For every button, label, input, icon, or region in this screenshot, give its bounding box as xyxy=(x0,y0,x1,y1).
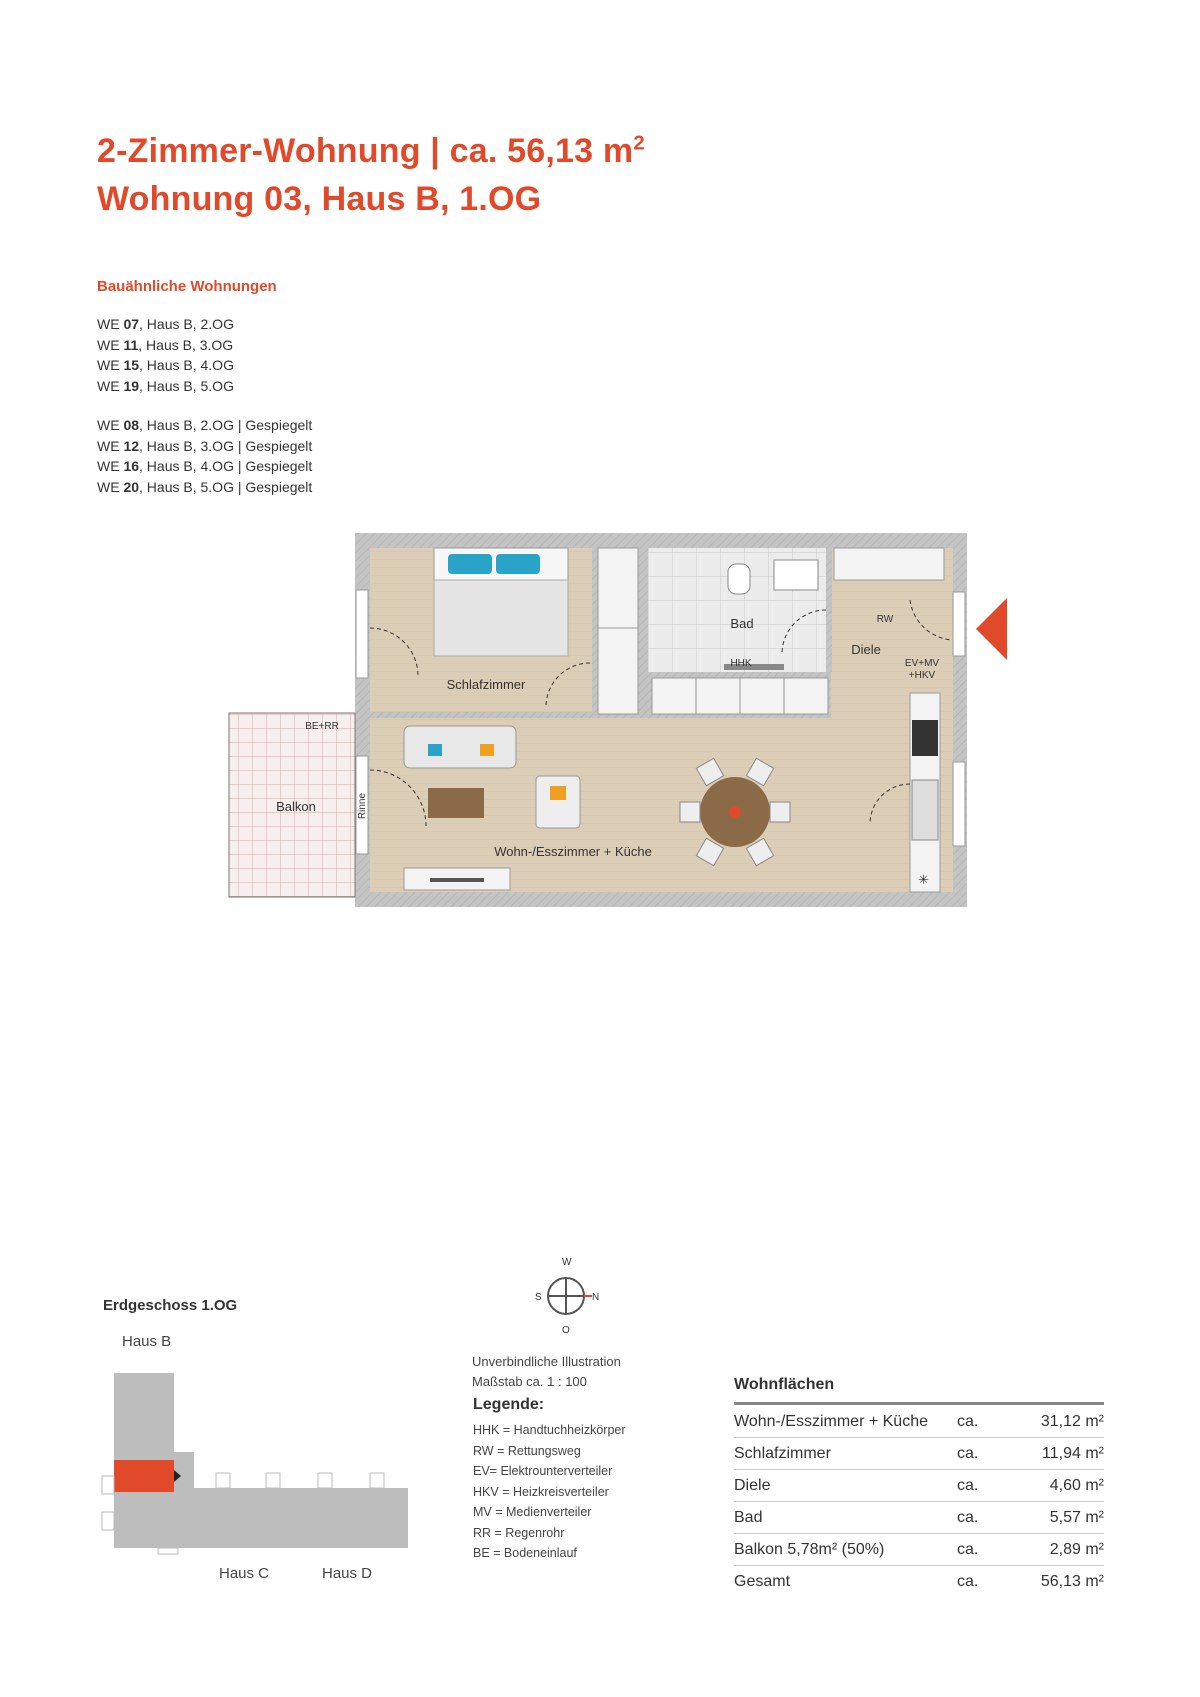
svg-text:O: O xyxy=(562,1325,570,1336)
room-label-schlafzimmer: Schlafzimmer xyxy=(446,677,526,692)
legend-item: RR = Regenrohr xyxy=(473,1525,565,1540)
snowflake-icon: ✳ xyxy=(918,872,929,887)
legend-heading: Legende: xyxy=(473,1396,545,1413)
list-item: WE 11, Haus B, 3.OG xyxy=(97,336,234,353)
legend-item: MV = Medienverteiler xyxy=(473,1505,592,1519)
room-label-wohn: Wohn-/Esszimmer + Küche xyxy=(494,844,652,859)
areas-rule xyxy=(734,1402,1104,1405)
label-hkv: +HKV xyxy=(908,670,936,681)
legend-list xyxy=(473,1420,626,1564)
site-label-haus-c: Haus C xyxy=(219,1565,270,1582)
list-item: WE 19, Haus B, 5.OG xyxy=(97,377,234,394)
room-label-bad: Bad xyxy=(730,616,754,631)
areas-heading: Wohnflächen xyxy=(734,1376,835,1393)
room-label-balkon: Balkon xyxy=(276,799,316,814)
table-row: Schlafzimmer ca. 11,94 m² xyxy=(734,1438,1104,1470)
areas-table xyxy=(734,1406,1104,1597)
table-row: Wohn-/Esszimmer + Küche ca. 31,12 m² xyxy=(734,1406,1104,1438)
page-title: 2-Zimmer-Wohnung | ca. 56,13 $m^2$ xyxy=(97,132,645,170)
list-item: WE 20, Haus B, 5.OG | Gespiegelt xyxy=(97,478,313,495)
table-row: Balkon 5,78m² (50%) ca. 2,89 m² xyxy=(734,1534,1104,1566)
label-rinne: Rinne xyxy=(357,792,368,820)
list-item: WE 08, Haus B, 2.OG | Gespiegelt xyxy=(97,417,313,433)
page-subtitle: Wohnung 03, Haus B, 1.OG xyxy=(97,180,542,218)
entrance-arrow-icon xyxy=(976,598,1007,660)
list-item: WE 16, Haus B, 4.OG | Gespiegelt xyxy=(97,458,313,474)
svg-text:W: W xyxy=(562,1257,572,1268)
table-row: Bad ca. 5,57 m² xyxy=(734,1502,1104,1534)
compass-icon xyxy=(535,1257,599,1336)
site-label-haus-b: Haus B xyxy=(122,1333,172,1350)
table-row-total: Gesamt ca. 56,13 m² xyxy=(734,1573,1104,1590)
table-row: Diele ca. 4,60 m² xyxy=(734,1470,1104,1502)
legend-item: HKV = Heizkreisverteiler xyxy=(473,1484,609,1499)
label-be-rr: BE+RR xyxy=(305,721,339,732)
interior-wall xyxy=(370,712,592,718)
list-item: WE 07, Haus B, 2.OG xyxy=(97,316,234,332)
svg-text:N: N xyxy=(592,1292,600,1303)
label-hhk: HHK xyxy=(730,658,752,669)
list-item: WE 12, Haus B, 3.OG | Gespiegelt xyxy=(97,437,313,454)
site-unit-highlight xyxy=(114,1460,174,1492)
label-ev-mv: EV+MV xyxy=(904,658,940,669)
interior-wall xyxy=(826,548,832,672)
list-item: WE 15, Haus B, 4.OG xyxy=(97,357,234,373)
legend-item: EV= Elektrounterverteiler xyxy=(473,1464,613,1478)
similar-units-heading: Bauähnliche Wohnungen xyxy=(97,278,277,295)
label-rw: RW xyxy=(876,614,894,625)
svg-text:S: S xyxy=(535,1292,542,1303)
site-plan-heading: Erdgeschoss 1.OG xyxy=(103,1297,238,1314)
legend-item: HHK = Handtuchheizkörper xyxy=(473,1423,626,1437)
illustration-note: Unverbindliche Illustration xyxy=(472,1354,621,1369)
scale-note: Maßstab ca. 1 : 100 xyxy=(472,1374,587,1389)
legend-item: RW = Rettungsweg xyxy=(473,1443,581,1458)
legend-item: BE = Bodeneinlauf xyxy=(473,1546,577,1560)
site-label-haus-d: Haus D xyxy=(322,1565,373,1582)
room-label-diele: Diele xyxy=(851,642,881,657)
site-haus-c-d xyxy=(194,1488,408,1548)
